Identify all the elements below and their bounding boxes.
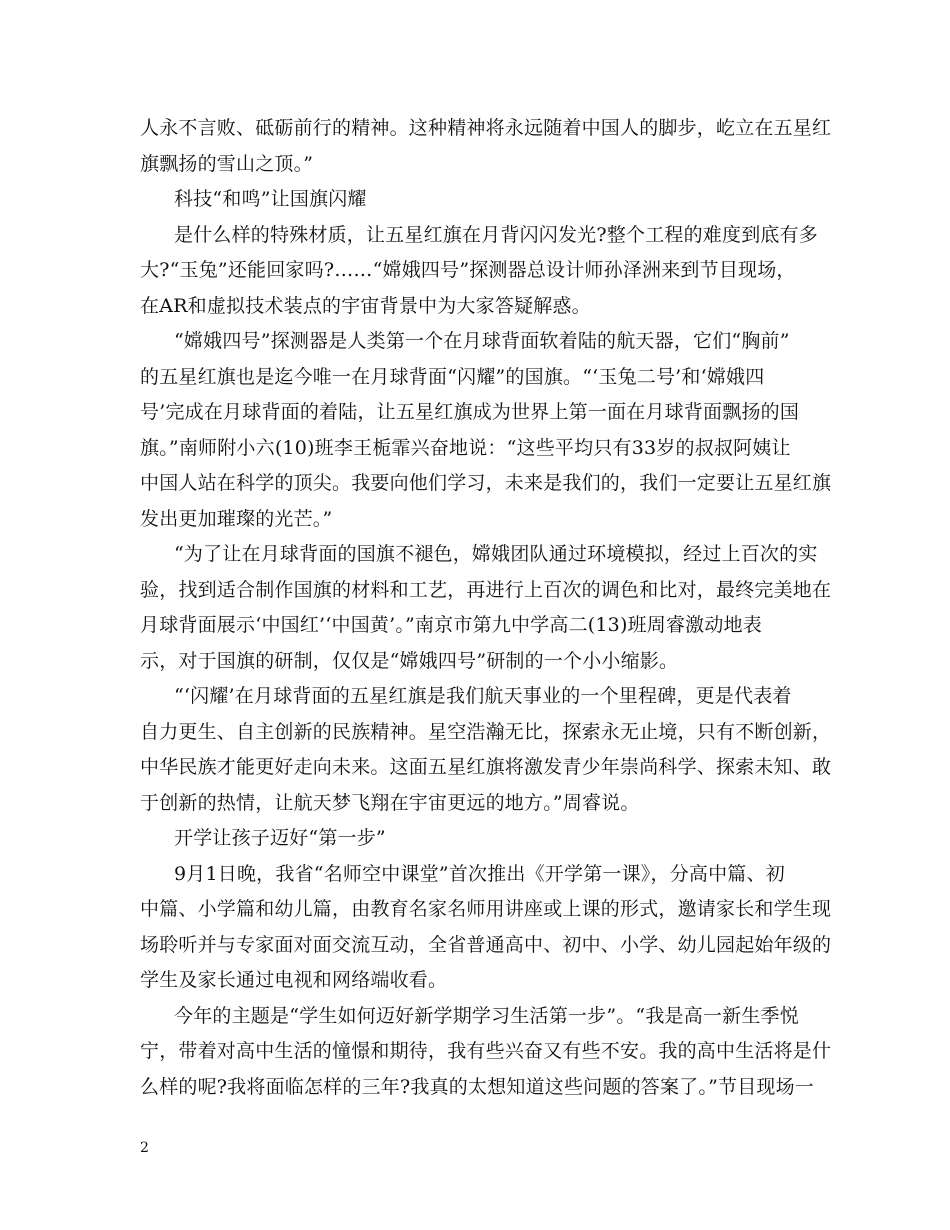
text-line: 示，对于国旗的研制，仅仅是“嫦娥四号”研制的一个小小缩影。 — [140, 649, 679, 672]
page-number: 2 — [140, 1140, 149, 1156]
text-line: 中国人站在科学的顶尖。我要向他们学习，未来是我们的，我们一定要让五星红旗 — [140, 472, 832, 494]
text-line: 开学让孩子迈好“第一步” — [174, 827, 386, 849]
text-line: 9月1日晚，我省“名师空中课堂”首次推出《开学第一课》，分高中篇、初 — [174, 862, 785, 885]
text-line: 号’完成在月球背面的着陆，让五星红旗成为世界上第一面在月球背面飘扬的国 — [140, 401, 800, 423]
text-line: 宁，带着对高中生活的憧憬和期待，我有些兴奋又有些不安。我的高中生活将是什 — [140, 1040, 832, 1062]
document-body — [140, 111, 832, 1105]
text-line: “嫦娥四号”探测器是人类第一个在月球背面软着陆的航天器，它们“胸前” — [174, 330, 790, 352]
text-line: 科技“和鸣”让国旗闪耀 — [174, 188, 367, 210]
text-line: 今年的主题是“学生如何迈好新学期学习生活第一步”。“我是高一新生季悦 — [174, 1004, 799, 1027]
text-line: 的五星红旗也是迄今唯一在月球背面“闪耀”的国旗。“‘玉兔二号’和‘嫦娥四 — [140, 365, 765, 388]
text-line: 于创新的热情，让航天梦飞翔在宇宙更远的地方。”周睿说。 — [140, 791, 640, 814]
text-line: 中华民族才能更好走向未来。这面五星红旗将激发青少年崇尚科学、探索未知、敢 — [140, 756, 832, 778]
text-line: 人永不言败、砥砺前行的精神。这种精神将永远随着中国人的脚步，屹立在五星红 — [140, 117, 832, 139]
text-line: 旗飘扬的雪山之顶。” — [140, 152, 314, 175]
text-line: 是什么样的特殊材质，让五星红旗在月背闪闪发光?整个工程的难度到底有多 — [174, 223, 818, 246]
text-line: 发出更加璀璨的光芒。” — [140, 507, 333, 530]
text-line: “‘闪耀’在月球背面的五星红旗是我们航天事业的一个里程碑，更是代表着 — [174, 685, 792, 707]
text-line: 月球背面展示‘中国红’‘中国黄’。”南京市第九中学高二(13)班周睿激动地表 — [140, 614, 762, 636]
text-line: 自力更生、自主创新的民族精神。星空浩瀚无比，探索永无止境，只有不断创新， — [140, 720, 832, 743]
text-line: 旗。”南师附小六(10)班李王栀霏兴奋地说：“这些平均只有33岁的叔叔阿姨让 — [140, 436, 791, 459]
text-line: 场聆听并与专家面对面交流互动，全省普通高中、初中、小学、幼儿园起始年级的 — [140, 933, 832, 956]
text-line: 在AR和虚拟技术装点的宇宙背景中为大家答疑解惑。 — [140, 294, 591, 317]
text-line: “为了让在月球背面的国旗不褪色，嫦娥团队通过环境模拟，经过上百次的实 — [174, 543, 818, 565]
text-line: 学生及家长通过电视和网络端收看。 — [140, 969, 448, 991]
text-line: 大?“玉兔”还能回家吗?……“嫦娥四号”探测器总设计师孙泽洲来到节目现场， — [140, 259, 796, 281]
text-line: 中篇、小学篇和幼儿篇，由教育名家名师用讲座或上课的形式，邀请家长和学生现 — [140, 898, 832, 920]
text-line: 验，找到适合制作国旗的材料和工艺，再进行上百次的调色和比对，最终完美地在 — [140, 578, 832, 601]
text-line: 么样的呢?我将面临怎样的三年?我真的太想知道这些问题的答案了。”节目现场一 — [140, 1075, 814, 1098]
